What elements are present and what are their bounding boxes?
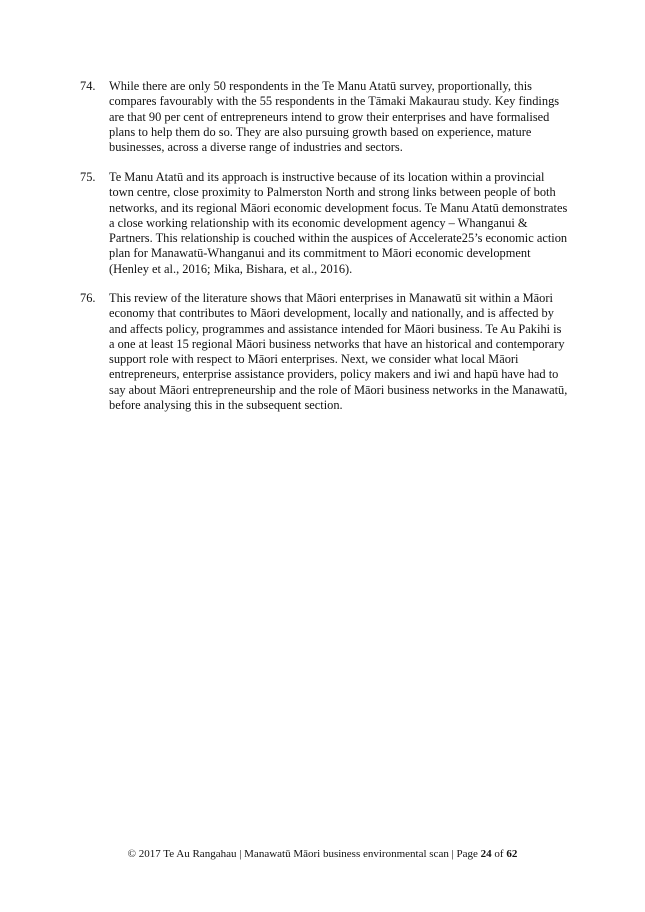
paragraph-number: 75.	[80, 170, 96, 184]
footer-page-total: 62	[506, 848, 518, 860]
paragraph-76	[80, 291, 570, 413]
footer-of-label: of	[491, 848, 507, 860]
paragraph-number: 76.	[80, 291, 96, 305]
footer-page-number: 24	[480, 848, 492, 860]
paragraph-number: 74.	[80, 79, 96, 93]
paragraph-75	[80, 170, 570, 277]
paragraph-text: This review of the literature shows that Māori enterprises in Manawatū sit within a Māori economy that contributes to Māori development, locally and nationally, and is affected by and affects policy, programmes and assistance intended for Māori business. Te Au Pakihi is a one at least 15 regional Māori business networks that have an historical and contemporary support role with respect to Māori enterprises. Next, we consider what local Māori entrepreneurs, enterprise assistance providers, policy makers and iwi and hapū have had to say about Māori entrepreneurship and the role of Māori business networks in the Manawatū, before analysing this in the subsequent section.	[109, 291, 568, 413]
paragraph-text: While there are only 50 respondents in the Te Manu Atatū survey, proportionally, this compares favourably with the 55 respondents in the Tāmaki Makaurau study. Key findings are that 90 per cent of entrepreneurs intend to grow their enterprises and have formalised plans to help them do so. They are also pursuing growth based on experience, mature businesses, across a diverse range of industries and sectors.	[109, 79, 560, 155]
paragraph-74	[80, 79, 570, 155]
page-footer	[0, 848, 645, 861]
paragraph-text: Te Manu Atatū and its approach is instructive because of its location within a provincial town centre, close proximity to Palmerston North and strong links between people of both networks, and its regional Māori economic development focus. Te Manu Atatū demonstrates a close working relationship with its economic development agency – Whanganui & Partners. This relationship is couched within the auspices of Accelerate25’s economic action plan for Manawatū-Whanganui and its commitment to Māori economic development (Henley et al., 2016; Mika, Bishara, et al., 2016).	[109, 170, 568, 276]
footer-prefix: © 2017 Te Au Rangahau | Manawatū Māori business environmental scan | Page	[127, 848, 481, 860]
